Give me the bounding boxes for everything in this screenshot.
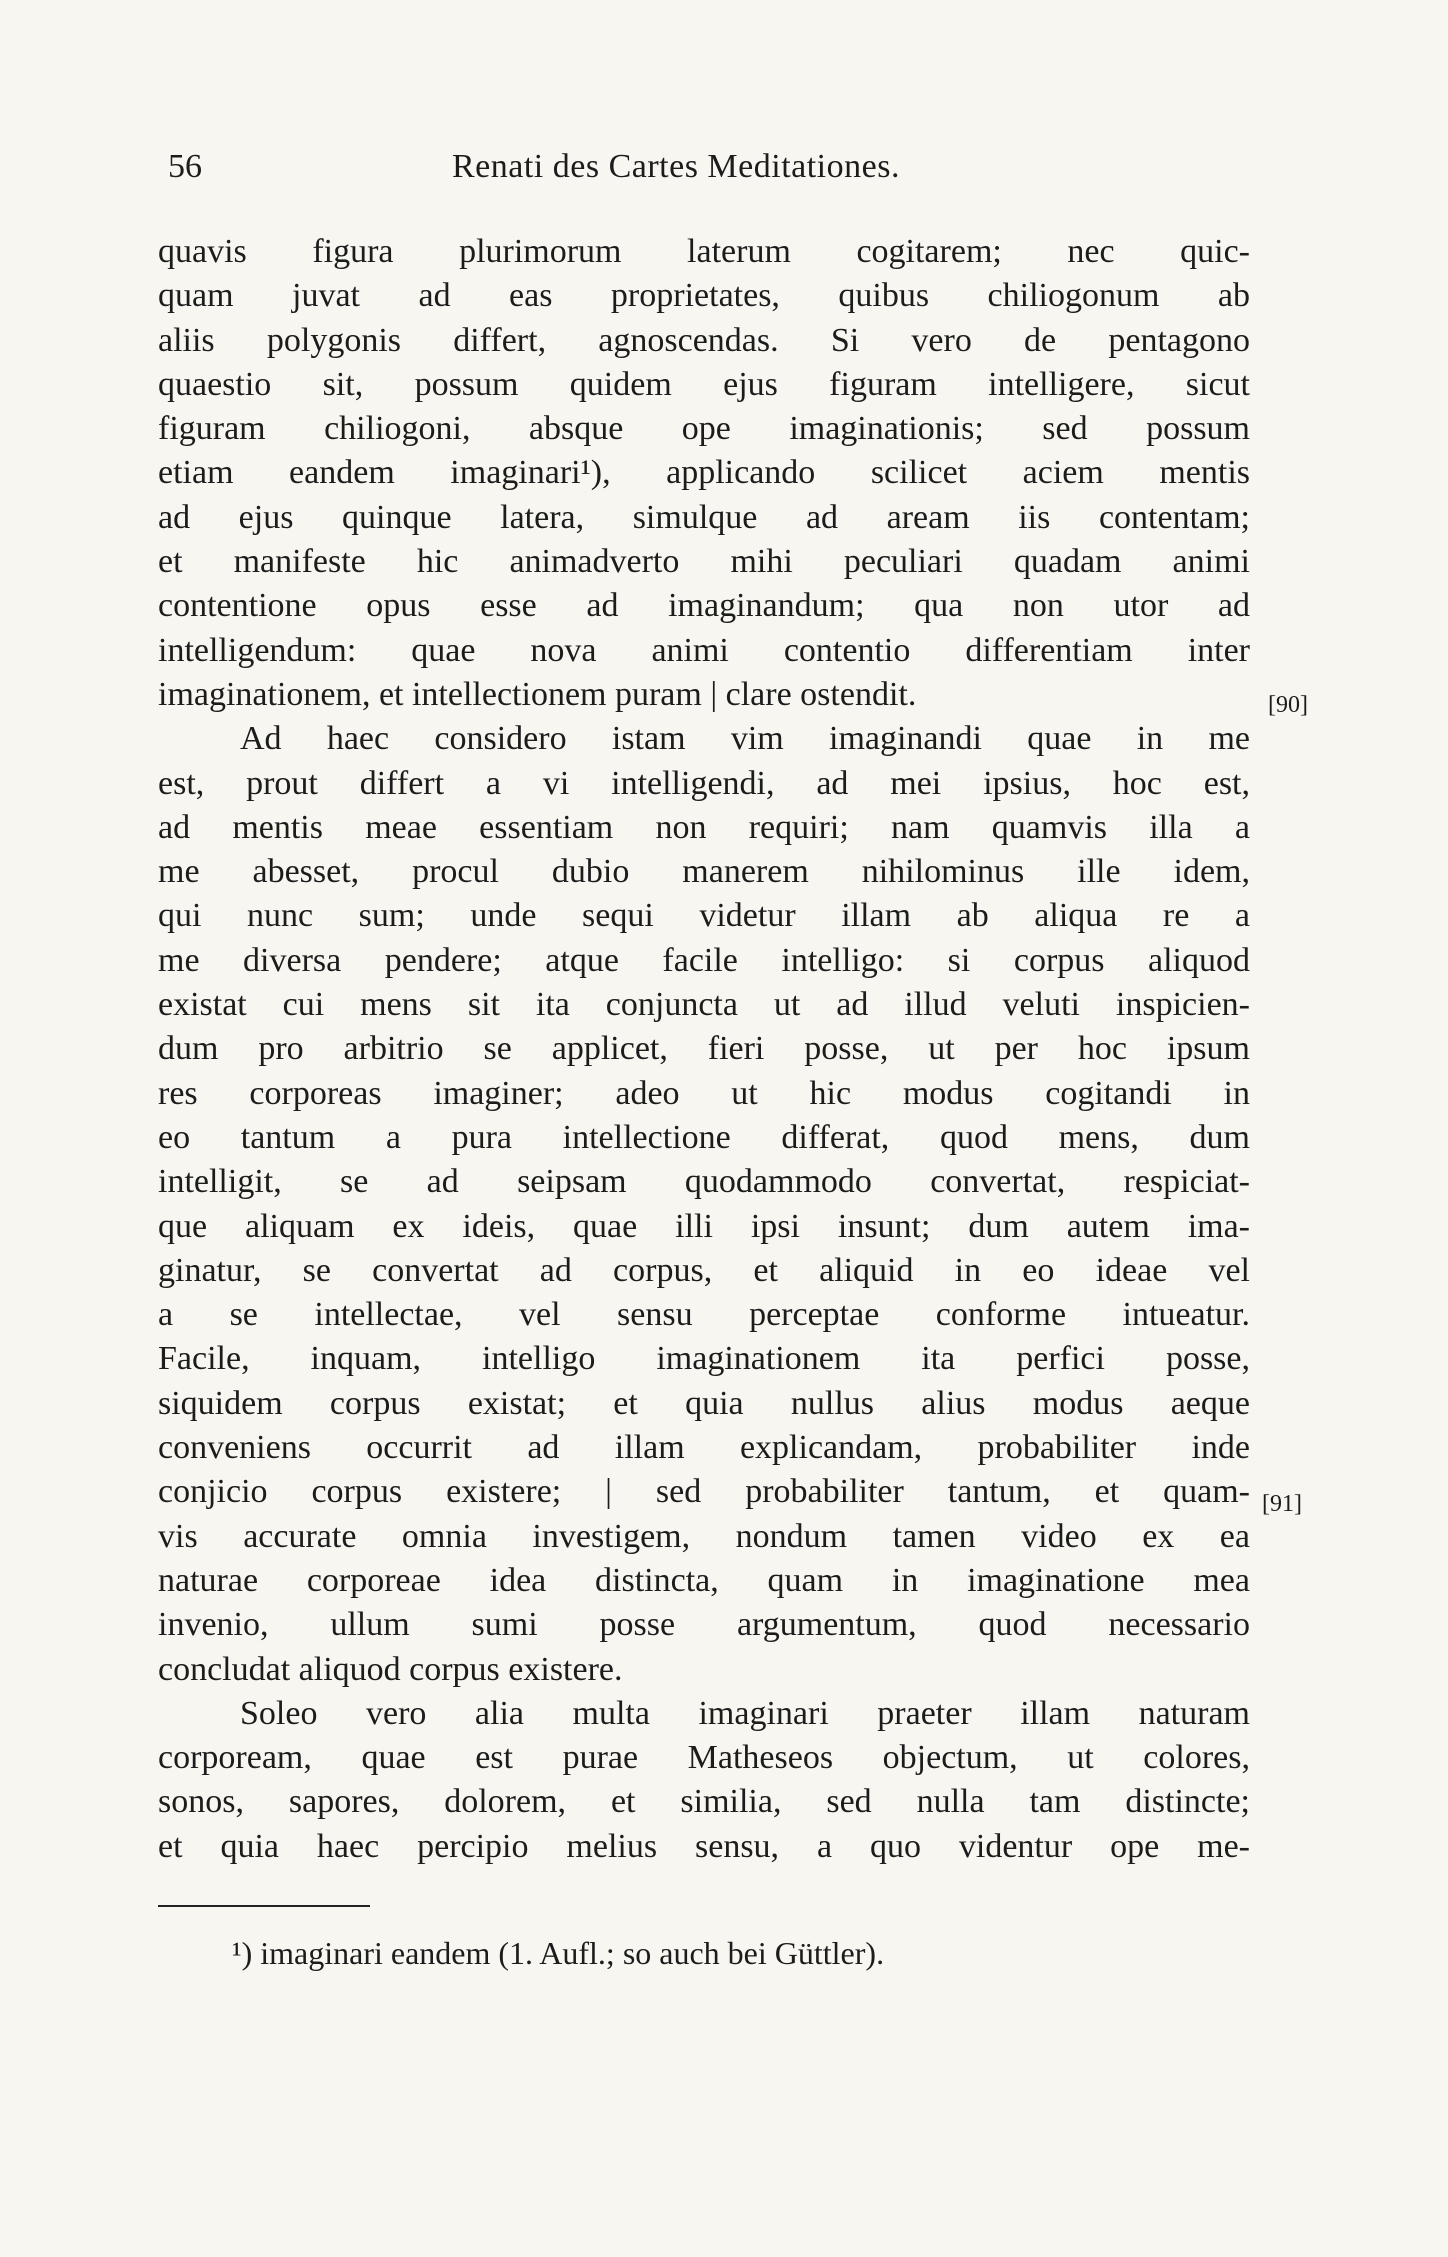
text-line: quam juvat ad eas proprietates, quibus chiliogonum ab — [158, 277, 1250, 315]
text-line: que aliquam ex ideis, quae illi ipsi insunt; dum autem ima- — [158, 1207, 1250, 1245]
text-line: qui nunc sum; unde sequi videtur illam ab aliqua re a — [158, 897, 1250, 935]
text-line: corpoream, quae est purae Matheseos objectum, ut colores, — [158, 1739, 1250, 1777]
text-line: res corporeas imaginer; adeo ut hic modus cogitandi in — [158, 1074, 1250, 1112]
text-line: et quia haec percipio melius sensu, a quo videntur ope me- — [158, 1827, 1250, 1865]
text-line: ad mentis meae essentiam non requiri; nam quamvis illa a — [158, 808, 1250, 846]
text-line: sonos, sapores, dolorem, et similia, sed nulla tam distincte; — [158, 1783, 1250, 1821]
footnote — [232, 1935, 884, 1972]
text-line: a se intellectae, vel sensu perceptae conforme intueatur. — [158, 1296, 1250, 1334]
text-line: concludat aliquod corpus existere. — [158, 1650, 623, 1688]
footnote-rule — [158, 1905, 370, 1907]
text-line: Soleo vero alia multa imaginari praeter illam naturam — [240, 1694, 1250, 1732]
text-line: me abesset, procul dubio manerem nihilominus ille idem, — [158, 853, 1250, 891]
text-line: contentione opus esse ad imaginandum; qua non utor ad — [158, 587, 1250, 625]
margin-note-90: [90] — [1268, 692, 1308, 718]
text-line: naturae corporeae idea distincta, quam in imaginatione mea — [158, 1561, 1250, 1599]
text-line: imaginationem, et intellectionem puram | clare ostendit. — [158, 675, 917, 713]
running-title: Renati des Cartes Meditationes. — [452, 148, 900, 185]
text-line: quavis figura plurimorum laterum cogitarem; nec quic- — [158, 233, 1250, 270]
text-line: me diversa pendere; atque facile intelligo: si corpus aliquod — [158, 941, 1250, 979]
text-line: vis accurate omnia investigem, nondum tamen video ex ea — [158, 1517, 1250, 1555]
text-line: Facile, inquam, intelligo imaginationem ita perfici posse, — [158, 1340, 1250, 1378]
text-line: conveniens occurrit ad illam explicandam, probabiliter inde — [158, 1429, 1250, 1467]
text-line: eo tantum a pura intellectione differat, quod mens, dum — [158, 1118, 1250, 1156]
page-number: 56 — [168, 148, 202, 185]
text-line: aliis polygonis differt, agnoscendas. Si vero de pentagono — [158, 321, 1250, 359]
text-line: conjicio corpus existere; | sed probabiliter tantum, et quam- — [158, 1473, 1250, 1511]
text-line: dum pro arbitrio se applicet, fieri posse, ut per hoc ipsum — [158, 1030, 1250, 1068]
text-line: Ad haec considero istam vim imaginandi quae in me — [240, 720, 1250, 758]
text-line: intelligendum: quae nova animi contentio differentiam inter — [158, 631, 1250, 669]
margin-note-91: [91] — [1262, 1491, 1302, 1517]
text-line: ginatur, se convertat ad corpus, et aliquid in eo ideae vel — [158, 1251, 1250, 1289]
text-line: siquidem corpus existat; et quia nullus alius modus aeque — [158, 1384, 1250, 1422]
text-line: est, prout differt a vi intelligendi, ad mei ipsius, hoc est, — [158, 764, 1250, 802]
body-text — [158, 230, 1250, 1869]
text-line: existat cui mens sit ita conjuncta ut ad illud veluti inspicien- — [158, 986, 1250, 1024]
text-line: quaestio sit, possum quidem ejus figuram intelligere, sicut — [158, 365, 1250, 403]
text-line: et manifeste hic animadverto mihi peculiari quadam animi — [158, 543, 1250, 581]
text-line: figuram chiliogoni, absque ope imaginationis; sed possum — [158, 410, 1250, 448]
text-line: intelligit, se ad seipsam quodammodo convertat, respiciat- — [158, 1163, 1250, 1201]
footnote-text: imaginari eandem (1. Aufl.; so auch bei Güttler). — [260, 1935, 885, 1971]
footnote-marker: ¹) — [232, 1935, 253, 1971]
text-line: invenio, ullum sumi posse argumentum, quod necessario — [158, 1606, 1250, 1644]
text-line: ad ejus quinque latera, simulque ad aream iis contentam; — [158, 498, 1250, 536]
text-line: etiam eandem imaginari¹), applicando scilicet aciem mentis — [158, 454, 1250, 492]
